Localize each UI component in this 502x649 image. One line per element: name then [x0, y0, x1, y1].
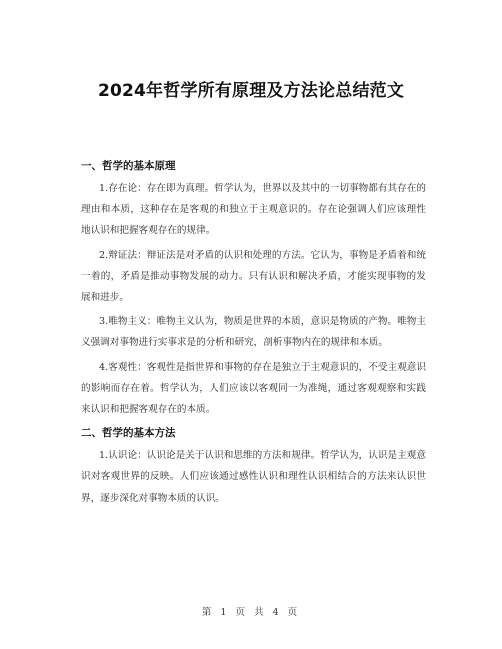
section-heading-methods: 二、哲学的基本方法	[81, 427, 176, 440]
document-title: 2024年哲学所有原理及方法论总结范文	[97, 81, 405, 101]
document-body	[81, 156, 426, 512]
paragraph-materialism: 3.唯物主义：唯物主义认为，物质是世界的本质，意识是物质的产物。唯物主义强调对事物进行实事求是的分析和研究，剖析事物内在的规律和本质。	[81, 316, 426, 349]
section-heading-principles: 一、哲学的基本原理	[81, 160, 176, 172]
page-number-footer: 第 1 页 共 4 页	[201, 607, 301, 618]
paragraph-epistemology: 1.认识论：认识论是关于认识和思维的方法和规律。哲学认为，认识是主观意识对客观世界的反映。人们应该通过感性认识和理性认识相结合的方法来认识世界，逐步深化对事物本质的认识。	[81, 450, 426, 504]
paragraph-dialectics: 2.辩证法：辩证法是对矛盾的认识和处理的方法。它认为，事物是矛盾着和统一着的，矛盾是推动事物发展的动力。只有认识和解决矛盾，才能实现事物的发展和进步。	[81, 249, 426, 304]
paragraph-objectivity: 4.客观性：客观性是指世界和事物的存在是独立于主观意识的，不受主观意识的影响而存在着。哲学认为，人们应该以客观同一为准绳，通过客观观察和实践来认识和把握客观存在的本质。	[81, 361, 426, 416]
paragraph-ontology: 1.存在论：存在即为真理。哲学认为，世界以及其中的一切事物都有其存在的理由和本质，这种存在是客观的和独立于主观意识的。存在论强调人们应该理性地认识和把握客观存在的规律。	[81, 183, 426, 237]
